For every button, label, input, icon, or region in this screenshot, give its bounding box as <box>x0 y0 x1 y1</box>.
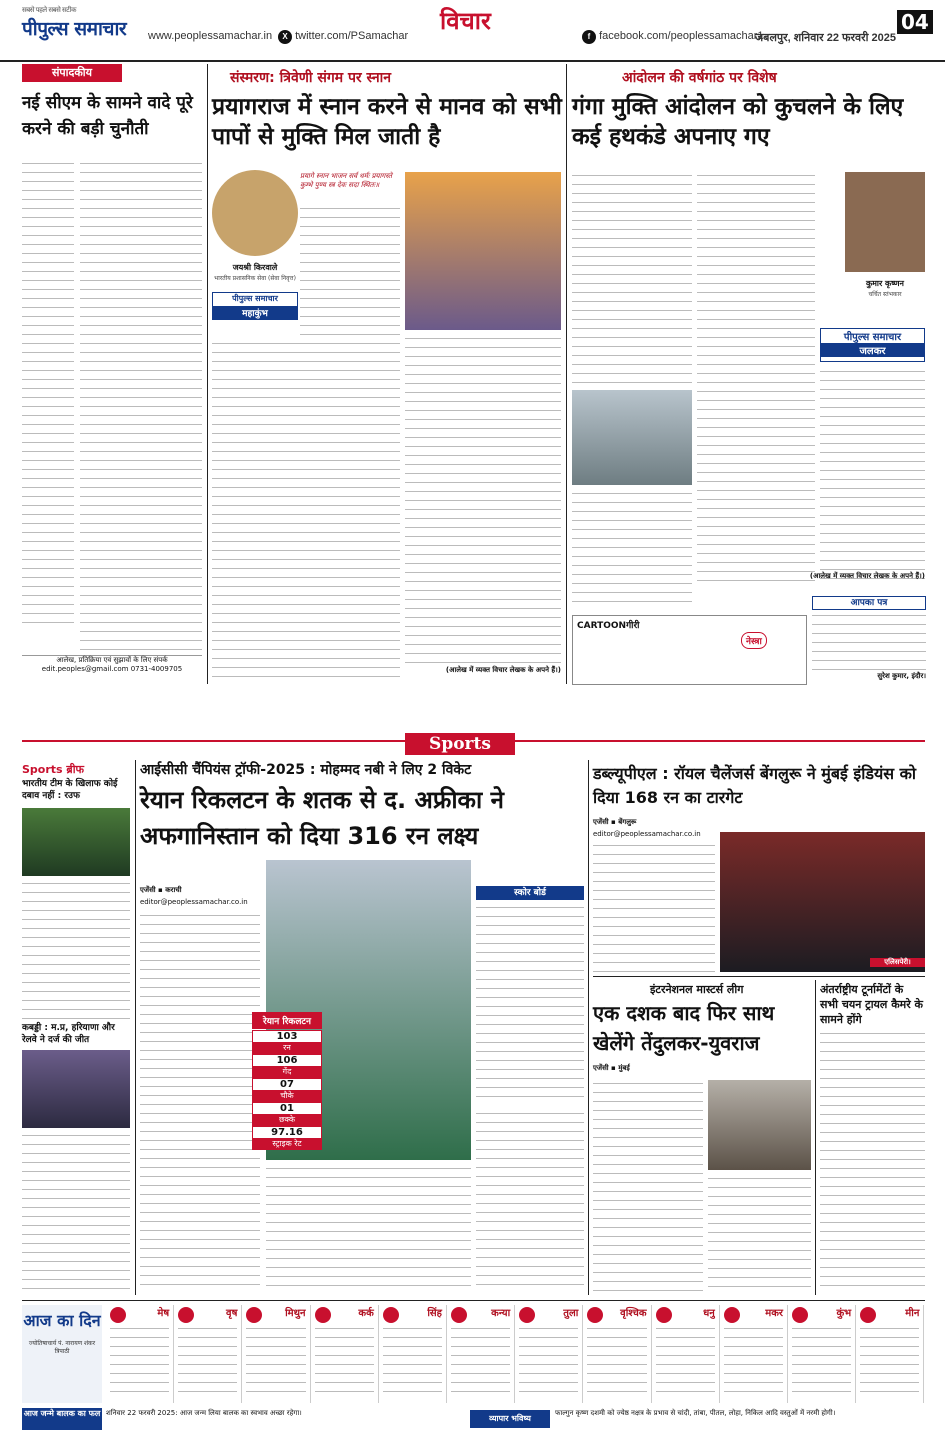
iml-body <box>593 1080 703 1292</box>
editorial-footer: आलेख, प्रतिक्रिया एवं सुझावों के लिए संपर्क edit.peoples@gmail.com 0731-4009705 <box>22 655 202 677</box>
horoscope-title-box <box>22 1305 102 1403</box>
cricket-col1 <box>140 912 260 1290</box>
brief1-body <box>22 880 130 1020</box>
rashi-text <box>246 1325 305 1399</box>
rashi-11 <box>856 1305 924 1403</box>
trade-label: व्यापार भविष्य <box>470 1410 550 1428</box>
columnist-photo <box>845 172 925 272</box>
cricket-kicker: आईसीसी चैंपियंस ट्रॉफी-2025 : मोहम्मद नबी ने लिए 2 विकेट <box>140 762 472 778</box>
zodiac-icon <box>519 1307 535 1323</box>
anniv-headline[interactable]: गंगा मुक्ति आंदोलन को कुचलने के लिए कई हथकंडे अपनाए गए <box>572 94 904 150</box>
anniv-disclaimer: (आलेख में व्यक्त विचार लेखक के अपने हैं।) <box>809 572 925 580</box>
divider <box>593 976 925 977</box>
zodiac-icon <box>860 1307 876 1323</box>
iml-headline[interactable]: एक दशक बाद फिर साथ खेलेंगे तेंदुलकर-युवराज <box>593 1001 775 1055</box>
mahakumbh-tag: पीपुल्स समाचार महाकुंभ <box>212 292 298 320</box>
letters-signoff: सुरेश कुमार, इंदौर। <box>877 672 926 680</box>
ellyse-perry-photo <box>720 832 925 972</box>
wpl-email[interactable]: editor@peoplessamachar.co.in <box>593 830 701 838</box>
editorial-phone: 0731-4009705 <box>130 665 183 673</box>
cricket-col2 <box>266 1165 471 1290</box>
zodiac-icon <box>656 1307 672 1323</box>
rashi-text <box>519 1325 578 1399</box>
stat-title: रेयान रिकलटन <box>252 1012 322 1029</box>
stat-box <box>252 1030 322 1150</box>
stat-runs: 103 रन <box>252 1030 322 1054</box>
trials-headline[interactable]: अंतर्राष्ट्रीय टूर्नामेंटों के सभी चयन ट्रायल कैमरे के सामने होंगे <box>820 983 924 1026</box>
memoir-headline[interactable]: प्रयागराज में स्नान करने से मानव को सभी पापों से मुक्ति मिल जाती है <box>212 94 562 150</box>
brief-label: Sports ब्रीफ <box>22 763 85 776</box>
jalkar-tag: पीपुल्स समाचार जलकर <box>820 328 925 362</box>
stat-fours: 07 चौके <box>252 1078 322 1102</box>
zodiac-icon <box>246 1307 262 1323</box>
iml-kicker: इंटरनेशनल मास्टर्स लीग <box>650 983 744 996</box>
scoreboard-label: स्कोर बोर्ड <box>476 886 584 900</box>
rashi-text <box>315 1325 374 1399</box>
anniv-col1 <box>572 172 692 387</box>
author-name: जयश्री किरवाले <box>232 263 278 272</box>
rashi-name: धनु <box>703 1308 715 1319</box>
stat-strike-rate: 97.16 स्ट्राइक रेट <box>252 1126 322 1150</box>
anniv-col3 <box>572 490 692 610</box>
horoscope-rule <box>22 1300 925 1301</box>
astrologer-name: ज्योतिषाचार्य पं. नारायण शंकर त्रिपाठी <box>28 1340 96 1355</box>
anniv-kicker: आंदोलन की वर्षगांठ पर विशेष <box>622 70 777 86</box>
rashi-3 <box>311 1305 379 1403</box>
rashi-text <box>724 1325 783 1399</box>
cartoon-box <box>572 615 807 685</box>
stat-balls: 106 गेंद <box>252 1054 322 1078</box>
rashi-1 <box>174 1305 242 1403</box>
stat-sixes: 01 छक्के <box>252 1102 322 1126</box>
rashi-text <box>792 1325 851 1399</box>
editorial-headline[interactable]: नई सीएम के सामने वादे पूरे करने की बड़ी चुनौती <box>22 93 193 139</box>
column-divider <box>566 64 567 684</box>
brief2-headline[interactable]: कबड्डी : म.प्र, हरियाणा और रेलवे ने दर्ज की जीत <box>22 1023 115 1045</box>
memoir-disclaimer: (आलेख में व्यक्त विचार लेखक के अपने हैं।) <box>445 666 561 674</box>
rashi-text <box>178 1325 237 1399</box>
cartoon-brand: नेस्त्रा <box>741 632 767 649</box>
letters-label: आपका पत्र <box>812 596 926 610</box>
memoir-col1 <box>300 205 400 335</box>
twitter-link[interactable]: X twitter.com/PSamachar <box>278 30 408 44</box>
editorial-email[interactable]: edit.peoples@gmail.com <box>41 665 129 673</box>
page-number: 04 <box>897 10 933 34</box>
cricket-col3 <box>476 1110 584 1290</box>
sports-banner: Sports <box>405 733 515 755</box>
wpl-body <box>593 842 715 972</box>
tagline: सबसे पहले सबसे सटीक <box>22 6 76 14</box>
masthead <box>0 0 945 62</box>
wpl-byline: एजेंसी ▪ बेंगलुरू <box>593 818 637 826</box>
rashi-7 <box>583 1305 651 1403</box>
zodiac-icon <box>792 1307 808 1323</box>
rashi-0 <box>106 1305 174 1403</box>
rashi-5 <box>447 1305 515 1403</box>
iml-byline: एजेंसी ▪ मुंबई <box>593 1064 630 1072</box>
trials-body <box>820 1030 925 1292</box>
memoir-col2 <box>212 340 400 680</box>
column-divider <box>815 980 816 1295</box>
cricket-headline[interactable]: रेयान रिकलटन के शतक से द. अफ्रीका ने अफगानिस्तान को दिया 316 रन लक्ष्य <box>140 786 504 850</box>
rashi-name: सिंह <box>427 1308 442 1319</box>
brief1-headline[interactable]: भारतीय टीम के खिलाफ कोई दबाव नहीं : रउफ <box>22 779 118 801</box>
horoscope-title: आज का दिन <box>23 1311 101 1330</box>
zodiac-icon <box>451 1307 467 1323</box>
rashi-text <box>860 1325 919 1399</box>
photo-caption: एलिसपेरी। <box>870 958 925 967</box>
rashi-name: वृश्चिक <box>620 1308 647 1319</box>
cricket-byline: एजेंसी ▪ कराची <box>140 886 182 894</box>
memoir-kicker: संस्मरण: त्रिवेणी संगम पर स्नान <box>230 70 392 86</box>
rashi-2 <box>242 1305 310 1403</box>
brief2-body <box>22 1132 130 1292</box>
rashi-name: मिथुन <box>285 1308 306 1319</box>
editorial-sidebar-text <box>22 160 74 630</box>
rashi-name: मकर <box>765 1308 783 1319</box>
facebook-icon: f <box>582 30 596 44</box>
columnist-name: कुमार कृष्णन <box>865 279 904 288</box>
memoir-quote: प्रयागे स्नान भाजन सर्व धर्मः प्रयागस्ते कुम्भे पुण्य स्त्र देवः सदा स्थितः॥ <box>300 172 393 189</box>
newspaper-logo[interactable]: सबसे पहले सबसे सटीक पीपुल्स समाचार <box>22 6 127 40</box>
rashi-name: वृष <box>226 1308 238 1319</box>
born-label: आज जन्मे बालक का फल <box>22 1408 102 1430</box>
rashi-4 <box>379 1305 447 1403</box>
rashi-name: मीन <box>905 1308 920 1319</box>
zodiac-icon <box>315 1307 331 1323</box>
rashi-name: कर्क <box>358 1308 374 1319</box>
rashi-text <box>587 1325 646 1399</box>
cricket-email[interactable]: editor@peoplessamachar.co.in <box>140 898 248 906</box>
zodiac-icon <box>587 1307 603 1323</box>
section-title: विचार <box>440 7 491 35</box>
dateline: जबलपुर, शनिवार 22 फरवरी 2025 <box>755 32 896 44</box>
columnist-role: चर्चित स्तंभकार <box>868 291 902 298</box>
author-photo <box>212 170 298 256</box>
editorial-body <box>80 160 202 650</box>
author-role: भारतीय प्रशासनिक सेवा (सेवा निवृत्त) <box>214 275 296 282</box>
anniv-col4 <box>820 368 925 583</box>
scoreboard-table <box>476 904 584 1104</box>
born-text: शनिवार 22 फरवरी 2025: आज जन्म लिया बालक का स्वभाव अच्छा रहेगा। <box>106 1409 302 1417</box>
zodiac-icon <box>383 1307 399 1323</box>
editorial-label: संपादकीय <box>51 66 93 79</box>
rashi-text <box>656 1325 715 1399</box>
rashi-8 <box>652 1305 720 1403</box>
column-divider <box>588 760 589 1295</box>
rashi-9 <box>720 1305 788 1403</box>
rauf-photo <box>22 808 130 876</box>
tendulkar-yuvraj-photo <box>708 1080 811 1170</box>
rashi-name: कुंभ <box>836 1308 852 1319</box>
kabaddi-photo <box>22 1050 130 1128</box>
site-url[interactable]: www.peoplessamachar.in <box>148 30 273 42</box>
anniv-col2 <box>697 172 815 582</box>
column-divider <box>207 64 208 684</box>
iml-body2 <box>708 1175 811 1292</box>
trade-text: फाल्गुन कृष्ण दशमी को ज्येष्ठ नक्षत्र के प्रभाव से चांदी, तांबा, पीतल, लोहा, निकिल आदि वस्तुओं में नरमी होगी। <box>555 1409 836 1417</box>
rashi-name: कन्या <box>491 1308 511 1319</box>
letters-body <box>812 612 926 672</box>
ganga-photo <box>572 390 692 485</box>
twitter-icon: X <box>278 30 292 44</box>
rashi-text <box>383 1325 442 1399</box>
rashi-name: तुला <box>563 1308 579 1319</box>
zodiac-icon <box>110 1307 126 1323</box>
rashi-text <box>451 1325 510 1399</box>
rashi-name: मेष <box>157 1308 170 1319</box>
editorial-label-bar <box>22 64 122 82</box>
cartoon-label: CARTOONगीरी <box>577 621 640 631</box>
rashi-text <box>110 1325 169 1399</box>
wpl-headline[interactable]: डब्ल्यूपीएल : रॉयल चैलेंजर्स बेंगलुरू ने मुंबई इंडियंस को दिया 168 रन का टारगेट <box>593 764 917 807</box>
sangam-photo <box>405 172 561 330</box>
zodiac-icon <box>724 1307 740 1323</box>
memoir-col3 <box>405 335 561 665</box>
rashi-10 <box>788 1305 856 1403</box>
facebook-link[interactable]: f facebook.com/peoplessamachar1 <box>582 30 764 44</box>
rashi-6 <box>515 1305 583 1403</box>
column-divider <box>135 760 136 1295</box>
zodiac-icon <box>178 1307 194 1323</box>
